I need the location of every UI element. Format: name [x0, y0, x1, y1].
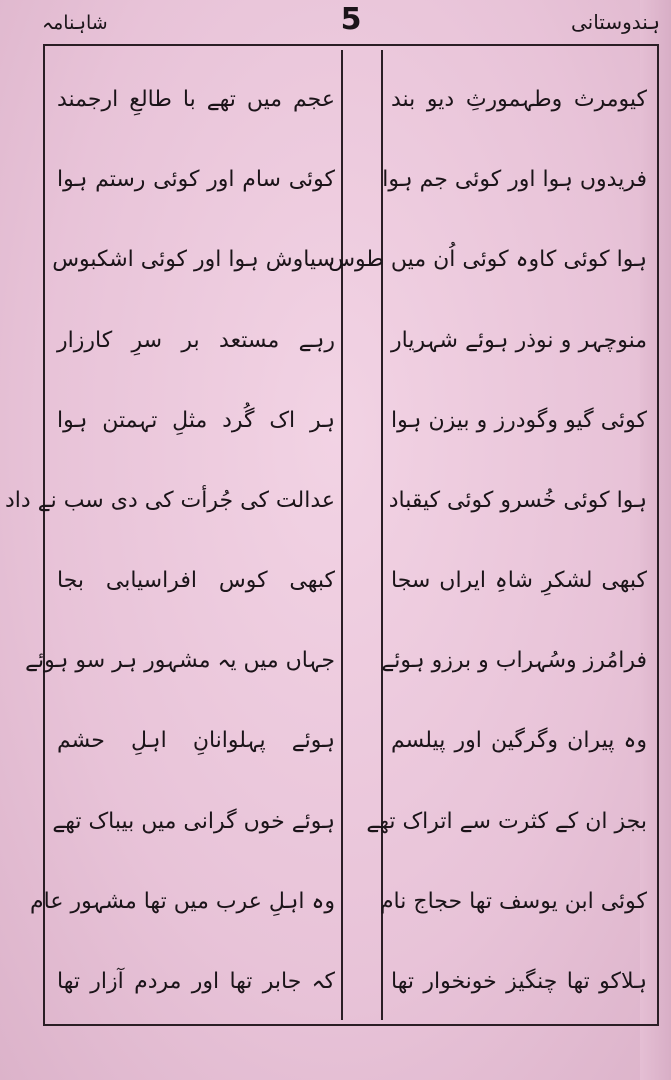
right-column: [328, 50, 655, 1020]
running-title-right: ہندوستانی: [570, 10, 660, 34]
text-frame: [5, 44, 659, 1026]
verse-line: کہ جابر تھا اور مردم آزار تھا: [57, 968, 335, 994]
verse-line: منوچہر و نوذر ہوئے شہریار: [391, 327, 647, 353]
right-column-frame: [328, 50, 653, 1020]
verse-line: ہوا کوئی خُسرو کوئی کیقباد: [388, 487, 647, 513]
verse-line: کوئی سام اور کوئی رستم ہوا: [57, 167, 335, 193]
verse-line: کوئی گیو وگودرز و بیزن ہوا: [391, 407, 647, 433]
verse-line: فریدوں ہوا اور کوئی جم ہوا: [382, 167, 647, 193]
verse-line: ہوئے خوں گرانی میں بیباک تھے: [52, 808, 335, 834]
verse-line: ہر اک گُرد مثلِ تہمتن ہوا: [57, 407, 335, 433]
verse-line: بجز ان کے کثرت سے اتراک تھے: [366, 808, 647, 834]
verse-line: کیومرث وطہمورثِ دیو بند: [391, 87, 647, 112]
verse-line: جہاں میں یہ مشہور ہر سو ہوئے: [25, 648, 335, 674]
verse-line: کوئی ابن یوسف تھا حجاج نام: [379, 888, 647, 914]
verse-line: عدالت کی جُرأت کی دی سب نے داد: [5, 487, 335, 513]
verse-line: ہوئے پہلوانانِ اہلِ حشم: [57, 728, 335, 754]
verse-line: کبھی کوس افراسیابی بجا: [57, 568, 335, 594]
verse-line: سیاوش ہوا اور کوئی اشکبوس: [52, 247, 335, 273]
page-header: [40, 4, 662, 44]
verse-line: کبھی لشکرِ شاہِ ایراں سجا: [391, 568, 647, 594]
running-title-left: شاہنامہ: [42, 12, 108, 34]
verse-line: رہے مستعد بر سرِ کارزار: [57, 327, 335, 353]
verse-line: ہلاکو تھا چنگیز خونخوار تھا: [391, 968, 647, 994]
verse-line: فرامُرز وسُہراب و برزو ہوئے: [381, 648, 647, 674]
left-column-frame: [5, 50, 343, 1020]
verse-line: ہوا کوئی کاوہ کوئی اُن میں طوس: [328, 247, 647, 273]
verse-line: وہ پیران وگرگین اور پیلسم: [391, 728, 647, 754]
page-number: 5: [340, 2, 362, 37]
verse-line: وہ اہلِ عرب میں تھا مشہور عام: [30, 888, 335, 914]
left-column: [5, 50, 343, 1020]
verse-line: عجم میں تھے با طالعِ ارجمند: [57, 87, 335, 112]
